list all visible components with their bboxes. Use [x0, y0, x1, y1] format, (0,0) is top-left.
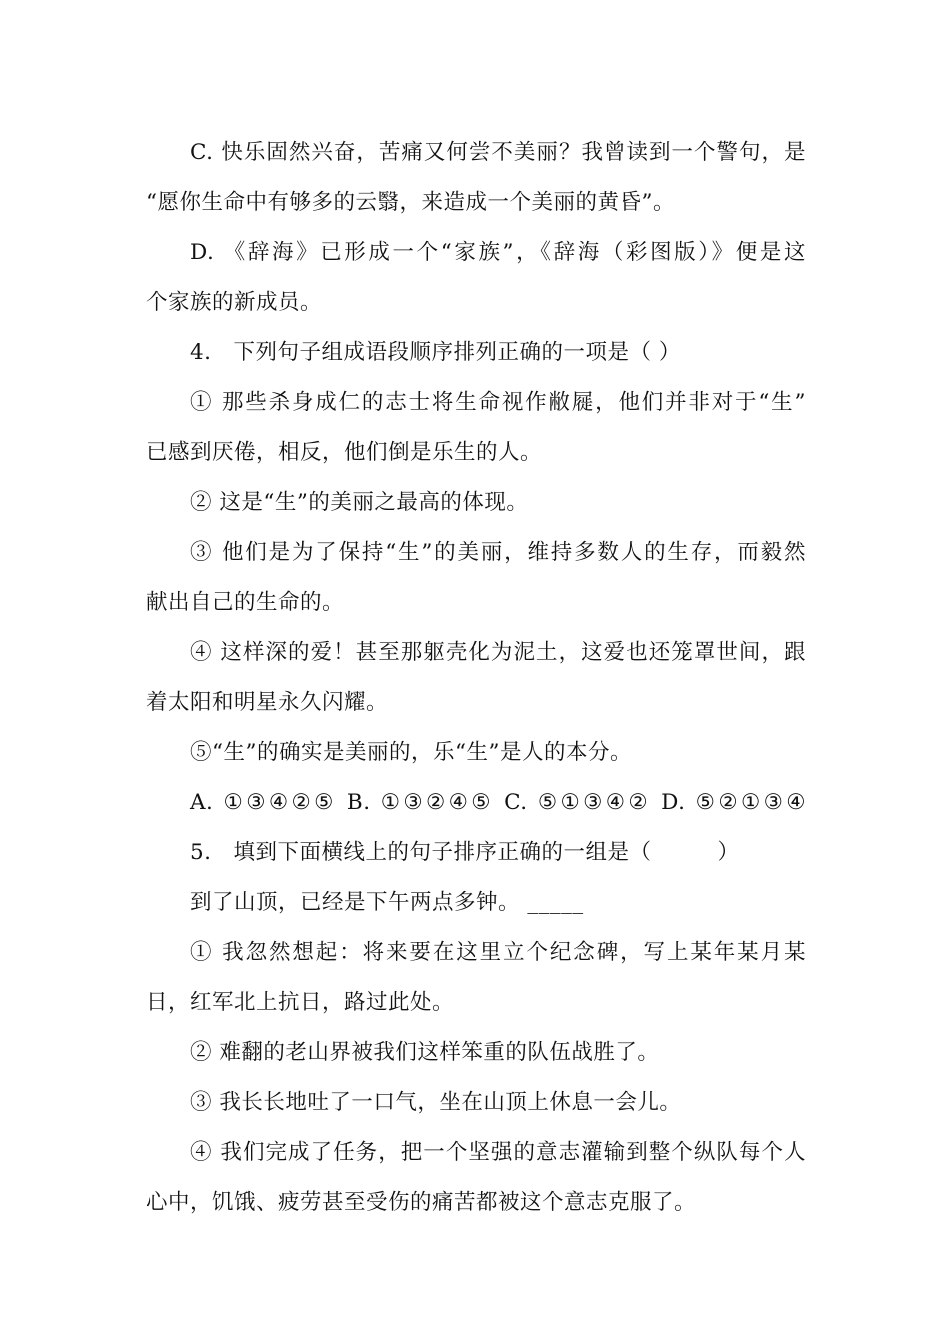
option-d-line-2: 个家族的新成员。 — [146, 290, 323, 315]
option-c-line-1: C. 快乐固然兴奋，苦痛又何尝不美丽？我曾读到一个警句，是 — [190, 140, 806, 165]
q4-sentence-4-line-1: ④ 这样深的爱！甚至那躯壳化为泥土，这爱也还笼罩世间，跟 — [190, 640, 806, 665]
q5-sentence-4-line-1: ④ 我们完成了任务，把一个坚强的意志灌输到整个纵队每个人 — [190, 1140, 806, 1165]
q5-sentence-1-line-1: ① 我忽然想起：将来要在这里立个纪念碑，写上某年某月某 — [190, 940, 806, 965]
option-d-line-1: D. 《辞海》已形成一个“家族”，《辞海（彩图版）》便是这 — [190, 240, 806, 265]
q4-sentence-1-line-2: 已感到厌倦，相反，他们倒是乐生的人。 — [146, 440, 543, 465]
option-c-line-2: “愿你生命中有够多的云翳，来造成一个美丽的黄昏”。 — [146, 190, 675, 215]
q5-sentence-1-line-2: 日，红军北上抗日，路过此处。 — [146, 990, 455, 1015]
q4-answer-options: A. ①③④②⑤ B. ①③②④⑤ C. ⑤①③④② D. ⑤②①③④ — [190, 790, 806, 815]
q5-context-line: 到了山顶，已经是下午两点多钟。 _____ — [190, 890, 584, 915]
q5-sentence-4-line-2: 心中，饥饿、疲劳甚至受伤的痛苦都被这个意志克服了。 — [146, 1190, 697, 1215]
q5-sentence-3: ③ 我长长地吐了一口气，坐在山顶上休息一会儿。 — [190, 1090, 682, 1115]
q4-sentence-4-line-2: 着太阳和明星永久闪耀。 — [146, 690, 389, 715]
question-4-stem: 4. 下列句子组成语段顺序排列正确的一项是（ ） — [190, 340, 681, 365]
q4-sentence-3-line-2: 献出自己的生命的。 — [146, 590, 345, 615]
q4-sentence-5: ⑤“生”的确实是美丽的，乐“生”是人的本分。 — [190, 740, 632, 765]
question-5-stem: 5. 填到下面横线上的句子排序正确的一组是（ ） — [190, 840, 740, 865]
q5-sentence-2: ② 难翻的老山界被我们这样笨重的队伍战胜了。 — [190, 1040, 660, 1065]
q4-sentence-1-line-1: ① 那些杀身成仁的志士将生命视作敝屣，他们并非对于“生” — [190, 390, 806, 415]
q4-sentence-2: ② 这是“生”的美丽之最高的体现。 — [190, 490, 529, 515]
q4-sentence-3-line-1: ③ 他们是为了保持“生”的美丽，维持多数人的生存，而毅然 — [190, 540, 806, 565]
